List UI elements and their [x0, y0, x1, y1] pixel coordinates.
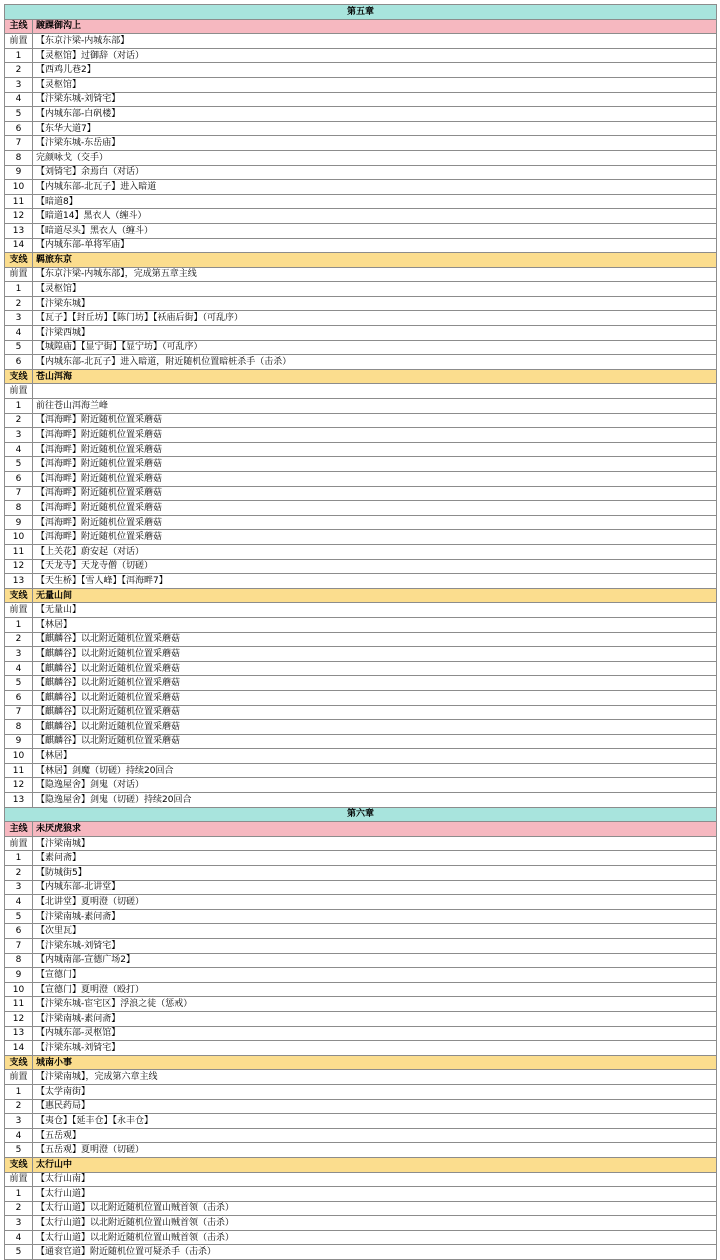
- quest-step-row: [5, 851, 717, 866]
- step-number: 13: [5, 793, 33, 808]
- step-description: 【洱海畔】附近随机位置采蘑菇: [33, 472, 717, 487]
- quest-step-row: [5, 1201, 717, 1216]
- step-number: 12: [5, 559, 33, 574]
- main-quest-header-row: [5, 19, 717, 34]
- step-number: 3: [5, 311, 33, 326]
- step-description: 【汴梁东城-刘锜宅】: [33, 1041, 717, 1056]
- quest-step-row: [5, 1128, 717, 1143]
- quest-step-row: [5, 632, 717, 647]
- step-number: 2: [5, 1201, 33, 1216]
- quest-type-label: 支线: [5, 1157, 33, 1172]
- quest-type-label: 主线: [5, 822, 33, 837]
- step-number: 11: [5, 763, 33, 778]
- quest-step-row: [5, 1099, 717, 1114]
- step-number: 14: [5, 1041, 33, 1056]
- step-description: 【内城东部-北瓦子】进入暗道，附近随机位置暗桩杀手（击杀）: [33, 355, 717, 370]
- quest-step-row: [5, 982, 717, 997]
- quest-step-row: [5, 428, 717, 443]
- step-number: 8: [5, 501, 33, 516]
- step-number: 2: [5, 1099, 33, 1114]
- step-number: 11: [5, 544, 33, 559]
- step-description: 【素问斋】: [33, 851, 717, 866]
- step-description: 【内城东部-灵枢馆】: [33, 1026, 717, 1041]
- step-number: 8: [5, 720, 33, 735]
- step-description: 【瓦子】【封丘坊】【陈门坊】【袄庙后街】（可乱序）: [33, 311, 717, 326]
- step-description: 【西鸡儿巷2】: [33, 63, 717, 78]
- step-description: 【隐逸屋舍】剑鬼（对话）: [33, 778, 717, 793]
- step-number: 3: [5, 880, 33, 895]
- step-number: 3: [5, 77, 33, 92]
- step-number: 1: [5, 1187, 33, 1202]
- quest-step-row: [5, 384, 717, 399]
- quest-step-row: [5, 909, 717, 924]
- quest-step-row: [5, 1216, 717, 1231]
- step-number: 5: [5, 340, 33, 355]
- step-description: 【麒麟谷】以北附近随机位置采蘑菇: [33, 676, 717, 691]
- quest-step-row: [5, 544, 717, 559]
- quest-step-row: [5, 48, 717, 63]
- step-description: 【防城街5】: [33, 866, 717, 881]
- step-description: 【汴梁东城-刘锜宅】: [33, 92, 717, 107]
- step-number: 1: [5, 399, 33, 414]
- step-number: 7: [5, 136, 33, 151]
- quest-step-row: [5, 968, 717, 983]
- step-number: 前置: [5, 836, 33, 851]
- quest-step-row: [5, 749, 717, 764]
- step-number: 7: [5, 705, 33, 720]
- quest-step-row: [5, 515, 717, 530]
- quest-step-row: [5, 486, 717, 501]
- step-number: 6: [5, 924, 33, 939]
- step-description: 【灵枢馆】: [33, 77, 717, 92]
- step-description: 【太行山道】以北附近随机位置山贼首领（击杀）: [33, 1230, 717, 1245]
- chapter-title: 第六章: [5, 807, 717, 822]
- step-number: 前置: [5, 603, 33, 618]
- quest-step-row: [5, 953, 717, 968]
- quest-name: 苍山洱海: [33, 369, 717, 384]
- quest-step-row: [5, 165, 717, 180]
- quest-step-row: [5, 107, 717, 122]
- step-number: 8: [5, 150, 33, 165]
- step-description: 【洱海畔】附近随机位置采蘑菇: [33, 530, 717, 545]
- quest-step-row: [5, 136, 717, 151]
- step-description: 【洱海畔】附近随机位置采蘑菇: [33, 501, 717, 516]
- step-number: 11: [5, 194, 33, 209]
- step-description: 【城隍庙】【显宁街】【显宁坊】（可乱序）: [33, 340, 717, 355]
- step-number: 5: [5, 909, 33, 924]
- quest-step-row: [5, 734, 717, 749]
- step-number: 7: [5, 939, 33, 954]
- step-number: 4: [5, 326, 33, 341]
- quest-step-row: [5, 92, 717, 107]
- step-number: 4: [5, 1128, 33, 1143]
- step-description: 【麒麟谷】以北附近随机位置采蘑菇: [33, 690, 717, 705]
- step-description: 【内城南部-宣德广场2】: [33, 953, 717, 968]
- step-number: 3: [5, 647, 33, 662]
- step-description: 【麒麟谷】以北附近随机位置采蘑菇: [33, 632, 717, 647]
- step-description: 【通衮官道】附近随机位置可疑杀手（击杀）: [33, 1245, 717, 1260]
- step-description: 【上关花】蔚安起（对话）: [33, 544, 717, 559]
- quest-type-label: 主线: [5, 19, 33, 34]
- quest-step-row: [5, 647, 717, 662]
- quest-step-row: [5, 617, 717, 632]
- side-quest-header-row: [5, 1055, 717, 1070]
- quest-step-row: [5, 501, 717, 516]
- quest-step-row: [5, 223, 717, 238]
- quest-step-row: [5, 720, 717, 735]
- step-number: 5: [5, 1143, 33, 1158]
- step-number: 7: [5, 486, 33, 501]
- step-description: 【东京汴梁-内城东部】，完成第五章主线: [33, 267, 717, 282]
- step-number: 5: [5, 1245, 33, 1260]
- quest-step-row: [5, 997, 717, 1012]
- step-description: 【麒麟谷】以北附近随机位置采蘑菇: [33, 705, 717, 720]
- step-description: 【太学南街】: [33, 1084, 717, 1099]
- step-description: 【宣德门】夏明澄（殴打）: [33, 982, 717, 997]
- quest-step-row: [5, 472, 717, 487]
- step-description: 【洱海畔】附近随机位置采蘑菇: [33, 428, 717, 443]
- step-number: 12: [5, 778, 33, 793]
- chapter-header-row: [5, 807, 717, 822]
- quest-step-row: [5, 1230, 717, 1245]
- quest-step-row: [5, 457, 717, 472]
- step-number: 4: [5, 442, 33, 457]
- step-number: 9: [5, 968, 33, 983]
- step-number: 6: [5, 472, 33, 487]
- step-description: 【灵枢馆】过御辞（对话）: [33, 48, 717, 63]
- step-description: 【太行山道】: [33, 1187, 717, 1202]
- step-description: 【麒麟谷】以北附近随机位置采蘑菇: [33, 734, 717, 749]
- quest-step-row: [5, 793, 717, 808]
- quest-step-row: [5, 1114, 717, 1129]
- quest-step-row: [5, 1070, 717, 1085]
- step-description: 【五岳观】夏明澄（切磋）: [33, 1143, 717, 1158]
- chapter-header-row: [5, 5, 717, 20]
- step-description: 【麒麟谷】以北附近随机位置采蘑菇: [33, 647, 717, 662]
- quest-step-row: [5, 267, 717, 282]
- step-description: 【隐逸屋舍】剑鬼（切磋）持续20回合: [33, 793, 717, 808]
- quest-step-row: [5, 238, 717, 253]
- step-description: 【暗道14】黑衣人（缠斗）: [33, 209, 717, 224]
- step-description: 【洱海畔】附近随机位置采蘑菇: [33, 457, 717, 472]
- quest-step-row: [5, 340, 717, 355]
- side-quest-header-row: [5, 369, 717, 384]
- quest-step-row: [5, 399, 717, 414]
- step-number: 4: [5, 661, 33, 676]
- step-number: 2: [5, 866, 33, 881]
- quest-step-row: [5, 311, 717, 326]
- step-description: 【次里瓦】: [33, 924, 717, 939]
- step-description: [33, 384, 717, 399]
- step-number: 2: [5, 296, 33, 311]
- step-description: 【五岳观】: [33, 1128, 717, 1143]
- quest-step-row: [5, 603, 717, 618]
- step-number: 10: [5, 749, 33, 764]
- step-number: 14: [5, 238, 33, 253]
- quest-name: 未厌虎狼求: [33, 822, 717, 837]
- step-description: 【太行山南】: [33, 1172, 717, 1187]
- step-number: 12: [5, 1011, 33, 1026]
- step-description: 【林居】: [33, 749, 717, 764]
- quest-step-row: [5, 939, 717, 954]
- quest-step-row: [5, 121, 717, 136]
- step-description: 【汴梁东城-宦宅区】浮浪之徒（惩戒）: [33, 997, 717, 1012]
- step-number: 8: [5, 953, 33, 968]
- step-description: 【北讲堂】夏明澄（切磋）: [33, 895, 717, 910]
- step-description: 【洱海畔】附近随机位置采蘑菇: [33, 413, 717, 428]
- quest-step-row: [5, 530, 717, 545]
- step-description: 【东华大道7】: [33, 121, 717, 136]
- quest-step-row: [5, 442, 717, 457]
- step-number: 1: [5, 851, 33, 866]
- step-description: 完颜咏戈（交手）: [33, 150, 717, 165]
- step-number: 前置: [5, 1172, 33, 1187]
- quest-name: 踱踝御沟上: [33, 19, 717, 34]
- quest-step-row: [5, 180, 717, 195]
- step-description: 【洱海畔】附近随机位置采蘑菇: [33, 486, 717, 501]
- step-description: 【东京汴梁-内城东部】: [33, 34, 717, 49]
- quest-table-body: [5, 5, 717, 1260]
- quest-type-label: 支线: [5, 253, 33, 268]
- step-number: 9: [5, 515, 33, 530]
- step-description: 【洱海畔】附近随机位置采蘑菇: [33, 515, 717, 530]
- step-description: 【洱海畔】附近随机位置采蘑菇: [33, 442, 717, 457]
- step-number: 5: [5, 457, 33, 472]
- step-number: 12: [5, 209, 33, 224]
- step-description: 【汴梁南城】: [33, 836, 717, 851]
- step-number: 4: [5, 92, 33, 107]
- step-number: 前置: [5, 1070, 33, 1085]
- step-number: 10: [5, 530, 33, 545]
- quest-step-row: [5, 63, 717, 78]
- side-quest-header-row: [5, 253, 717, 268]
- quest-table: [4, 4, 717, 1260]
- step-description: 前往苍山洱海兰峰: [33, 399, 717, 414]
- quest-step-row: [5, 895, 717, 910]
- step-description: 【汴梁东城】: [33, 296, 717, 311]
- quest-step-row: [5, 676, 717, 691]
- quest-step-row: [5, 1026, 717, 1041]
- step-number: 前置: [5, 34, 33, 49]
- quest-step-row: [5, 282, 717, 297]
- step-description: 【汴梁南城-素问斋】: [33, 1011, 717, 1026]
- main-quest-header-row: [5, 822, 717, 837]
- quest-name: 城南小事: [33, 1055, 717, 1070]
- step-description: 【林居】: [33, 617, 717, 632]
- step-description: 【汴梁南城-素问斋】: [33, 909, 717, 924]
- step-number: 6: [5, 690, 33, 705]
- step-number: 前置: [5, 267, 33, 282]
- chapter-title: 第五章: [5, 5, 717, 20]
- quest-step-row: [5, 194, 717, 209]
- step-number: 2: [5, 413, 33, 428]
- quest-type-label: 支线: [5, 588, 33, 603]
- step-description: 【汴梁东城-东岳庙】: [33, 136, 717, 151]
- quest-name: 羁旅东京: [33, 253, 717, 268]
- step-description: 【刘锜宅】余焉白（对话）: [33, 165, 717, 180]
- step-number: 10: [5, 180, 33, 195]
- step-description: 【宣德门】: [33, 968, 717, 983]
- step-number: 前置: [5, 384, 33, 399]
- step-description: 【内城东部-北讲堂】: [33, 880, 717, 895]
- quest-step-row: [5, 1172, 717, 1187]
- step-description: 【天龙寺】天龙寺僧（切磋）: [33, 559, 717, 574]
- step-description: 【太行山道】以北附近随机位置山贼首领（击杀）: [33, 1216, 717, 1231]
- side-quest-header-row: [5, 588, 717, 603]
- step-number: 2: [5, 632, 33, 647]
- quest-step-row: [5, 690, 717, 705]
- quest-name: 无量山间: [33, 588, 717, 603]
- step-number: 6: [5, 121, 33, 136]
- step-description: 【汴梁东城-刘锜宅】: [33, 939, 717, 954]
- step-description: 【林居】剑魔（切磋）持续20回合: [33, 763, 717, 778]
- quest-step-row: [5, 574, 717, 589]
- step-description: 【汴梁西城】: [33, 326, 717, 341]
- step-description: 【内城东部-白矾楼】: [33, 107, 717, 122]
- quest-step-row: [5, 1143, 717, 1158]
- step-description: 【麒麟谷】以北附近随机位置采蘑菇: [33, 720, 717, 735]
- step-description: 【夷仓】【延丰仓】【永丰仓】: [33, 1114, 717, 1129]
- quest-step-row: [5, 1245, 717, 1260]
- step-description: 【暗道8】: [33, 194, 717, 209]
- quest-step-row: [5, 1041, 717, 1056]
- quest-type-label: 支线: [5, 1055, 33, 1070]
- step-description: 【内城东部-单将军庙】: [33, 238, 717, 253]
- quest-step-row: [5, 413, 717, 428]
- step-description: 【灵枢馆】: [33, 282, 717, 297]
- step-description: 【天生桥】【雪人峰】【洱海畔7】: [33, 574, 717, 589]
- quest-step-row: [5, 705, 717, 720]
- step-number: 1: [5, 282, 33, 297]
- step-description: 【内城东部-北瓦子】进入暗道: [33, 180, 717, 195]
- step-number: 6: [5, 355, 33, 370]
- step-number: 1: [5, 1084, 33, 1099]
- step-number: 1: [5, 617, 33, 632]
- quest-step-row: [5, 1011, 717, 1026]
- step-number: 5: [5, 107, 33, 122]
- step-description: 【麒麟谷】以北附近随机位置采蘑菇: [33, 661, 717, 676]
- step-number: 10: [5, 982, 33, 997]
- quest-name: 太行山中: [33, 1157, 717, 1172]
- step-description: 【汴梁南城】，完成第六章主线: [33, 1070, 717, 1085]
- quest-step-row: [5, 836, 717, 851]
- step-number: 3: [5, 1114, 33, 1129]
- quest-step-row: [5, 296, 717, 311]
- quest-step-row: [5, 763, 717, 778]
- step-number: 4: [5, 895, 33, 910]
- quest-step-row: [5, 880, 717, 895]
- step-number: 5: [5, 676, 33, 691]
- quest-step-row: [5, 866, 717, 881]
- quest-step-row: [5, 559, 717, 574]
- quest-step-row: [5, 77, 717, 92]
- step-number: 13: [5, 1026, 33, 1041]
- quest-step-row: [5, 1084, 717, 1099]
- quest-step-row: [5, 34, 717, 49]
- step-number: 3: [5, 428, 33, 443]
- step-number: 13: [5, 223, 33, 238]
- quest-step-row: [5, 661, 717, 676]
- side-quest-header-row: [5, 1157, 717, 1172]
- quest-step-row: [5, 326, 717, 341]
- step-number: 3: [5, 1216, 33, 1231]
- step-number: 2: [5, 63, 33, 78]
- quest-step-row: [5, 924, 717, 939]
- step-number: 4: [5, 1230, 33, 1245]
- step-description: 【无量山】: [33, 603, 717, 618]
- step-description: 【太行山道】以北附近随机位置山贼首领（击杀）: [33, 1201, 717, 1216]
- step-number: 9: [5, 165, 33, 180]
- step-description: 【惠民药局】: [33, 1099, 717, 1114]
- quest-step-row: [5, 778, 717, 793]
- quest-step-row: [5, 1187, 717, 1202]
- quest-step-row: [5, 355, 717, 370]
- step-number: 9: [5, 734, 33, 749]
- quest-step-row: [5, 150, 717, 165]
- step-number: 13: [5, 574, 33, 589]
- step-number: 11: [5, 997, 33, 1012]
- step-number: 1: [5, 48, 33, 63]
- quest-step-row: [5, 209, 717, 224]
- step-description: 【暗道尽头】黑衣人（缠斗）: [33, 223, 717, 238]
- quest-type-label: 支线: [5, 369, 33, 384]
